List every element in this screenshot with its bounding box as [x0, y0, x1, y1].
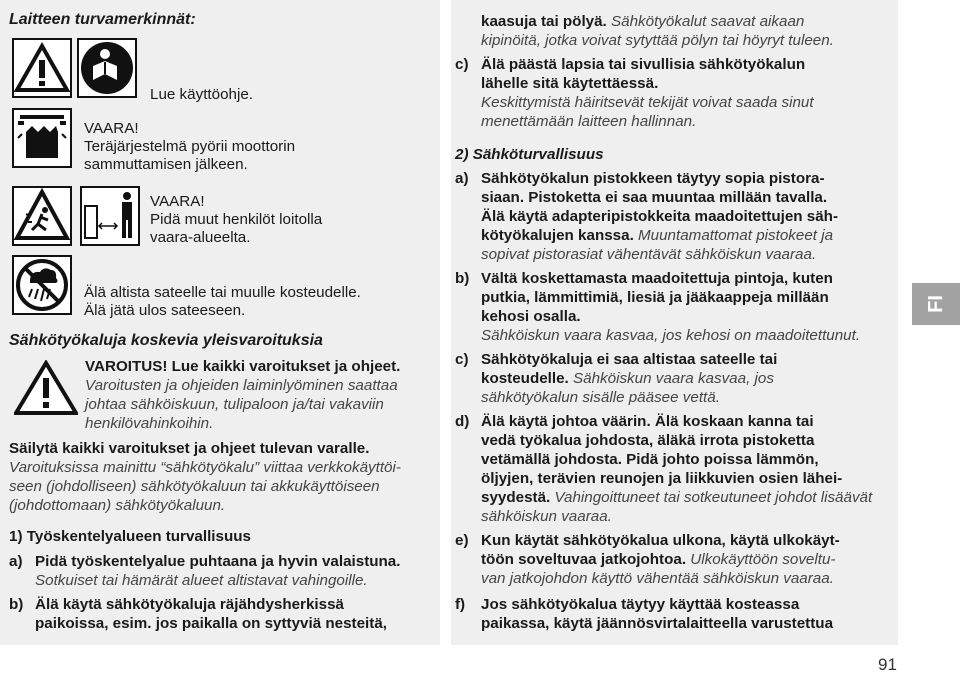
section1-heading: 1) Työskentelyalueen turvallisuus: [9, 528, 251, 545]
item2b-bold-2: putkia, lämmittimiä, liesiä ja jääkaappeja millään: [481, 289, 829, 306]
item-c-text-1: Keskittymistä häiritsevät tekijät voivat saada sinut: [481, 94, 814, 111]
read-manual-icon: [77, 38, 137, 98]
item2e-text: van jatkojohdon käyttö vähentää sähköiskun vaaraa.: [481, 570, 834, 587]
language-tab: [912, 283, 960, 325]
item2a-line-4: kötyökalujen kanssa. Muuntamattomat pistokeet ja: [481, 227, 834, 244]
warning-text-3: henkilövahinkoihin.: [85, 415, 214, 432]
item-a-label: a): [9, 553, 23, 570]
item2e-label: e): [455, 532, 469, 549]
warning-text-2: johtaa sähköiskuun, tulipaloon ja/tai vakaviin: [85, 396, 384, 413]
item2f-bold-1: Jos sähkötyökalua täytyy käyttää kosteassa: [481, 596, 800, 613]
item2b-bold-1: Vältä koskettamasta maadoitettuja pintoja, kuten: [481, 270, 833, 287]
item2f-label: f): [455, 596, 466, 613]
item2d-bold-2: vedä työkalua johdosta, äläkä irrota pistoketta: [481, 432, 815, 449]
item2c-bold-1: Sähkötyökaluja ei saa altistaa sateelle tai: [481, 351, 778, 368]
page-number: 91: [878, 655, 897, 674]
item-b-bold-2: paikoissa, esim. jos paikalla on syttyviä nesteitä,: [35, 615, 388, 632]
keep-text-2: seen (johdolliseen) sähkötyökaluun tai akkukäyttöiseen: [9, 478, 380, 495]
right-column: [451, 0, 898, 645]
general-warning-icon: [14, 360, 78, 416]
warning-text-1: Varoitusten ja ohjeiden laiminlyöminen saattaa: [85, 377, 398, 394]
item2b-label: b): [455, 270, 470, 287]
item2e-bold-1: Kun käytät sähkötyökalua ulkona, käytä ulkokäyt-: [481, 532, 840, 549]
warn1-line1: Teräjärjestelmä pyörii moottorin: [84, 138, 296, 155]
left-column: [0, 0, 440, 645]
rotating-blade-icon: [12, 108, 72, 168]
rain-line1: Älä altista sateelle tai muulle kosteudelle.: [84, 284, 361, 301]
rain-line2: Älä jätä ulos sateeseen.: [84, 302, 246, 319]
keep-distance-icon: [80, 186, 140, 246]
language-tab-label: FI: [924, 295, 947, 313]
item2a-label: a): [455, 170, 469, 187]
item-b-label: b): [9, 596, 24, 613]
item2d-bold-4: öljyjen, terävien reunojen ja liikkuvien osien lähei-: [481, 470, 843, 487]
item-c-label: c): [455, 56, 469, 73]
item-c-text-2: menettämään laitteen hallinnan.: [481, 113, 697, 130]
flying-debris-icon: [12, 186, 72, 246]
item-b-bold-1: Älä käytä sähkötyökaluja räjähdysherkissä: [35, 596, 344, 613]
warn2-line2: vaara-alueelta.: [150, 229, 251, 246]
cont-line-1: kaasuja tai pölyä. Sähkötyökalut saavat aikaan: [481, 13, 805, 30]
cont-line-2: kipinöitä, jotka voivat sytyttää pölyn tai höyryt tuleen.: [481, 32, 834, 49]
item2a-bold-2: siaan. Pistoketta ei saa muuntaa millään tavalla.: [481, 189, 828, 206]
item2a-text: sopivat pistorasiat vähentävät sähköiskun vaaraa.: [481, 246, 817, 263]
warn1-title: VAARA!: [84, 120, 139, 137]
warning-bold: VAROITUS! Lue kaikki varoitukset ja ohjeet.: [85, 358, 401, 375]
read-manual-text: Lue käyttöohje.: [150, 86, 254, 103]
item-a-text: Sotkuiset tai hämärät alueet altistavat vahingoille.: [35, 572, 368, 589]
item-a-bold: Pidä työskentelyalue puhtaana ja hyvin valaistuna.: [35, 553, 401, 570]
item2e-line-2: töön soveltuvaa jatkojohtoa. Ulkokäyttöön soveltu-: [481, 551, 836, 568]
section2-heading: 2) Sähköturvallisuus: [455, 146, 604, 163]
item2f-bold-2: paikassa, käytä jäännösvirtalaitteella varustettua: [481, 615, 834, 632]
item2a-bold-1: Sähkötyökalun pistokkeen täytyy sopia pistora-: [481, 170, 825, 187]
item2d-line-5: syydestä. Vahingoittuneet tai sotkeutuneet johdot lisäävät: [481, 489, 873, 506]
item2d-bold-3: vetämällä johdosta. Pidä johto poissa lämmön,: [481, 451, 819, 468]
warn2-title: VAARA!: [150, 193, 205, 210]
item2d-label: d): [455, 413, 470, 430]
item2b-text: Sähköiskun vaara kasvaa, jos kehosi on maadoitettunut.: [481, 327, 861, 344]
item2c-label: c): [455, 351, 469, 368]
item-c-bold-1: Älä päästä lapsia tai sivullisia sähkötyökalun: [481, 56, 806, 73]
warn2-line1: Pidä muut henkilöt loitolla: [150, 211, 323, 228]
item2a-bold-3: Älä käytä adapteripistokkeita maadoitettujen säh-: [481, 208, 839, 225]
keep-text-1: Varoituksissa mainittu “sähkötyökalu” viittaa verkkokäyttöi-: [9, 459, 401, 476]
item2d-text: sähköiskun vaaraa.: [481, 508, 612, 525]
keep-text-3: (johdottomaan) sähkötyökaluun.: [9, 497, 226, 514]
item2b-bold-3: kehosi osalla.: [481, 308, 581, 325]
item2c-line-2: kosteudelle. Sähköiskun vaara kasvaa, jos: [481, 370, 774, 387]
item2c-text: sähkötyökalun sisälle pääsee vettä.: [481, 389, 720, 406]
safety-symbols-heading: Laitteen turvamerkinnät:: [9, 11, 196, 28]
item2d-bold-1: Älä käytä johtoa väärin. Älä koskaan kanna tai: [481, 413, 814, 430]
keep-warnings: Säilytä kaikki varoitukset ja ohjeet tulevan varalle.: [9, 440, 370, 457]
warning-triangle-icon: [12, 38, 72, 98]
warn1-line2: sammuttamisen jälkeen.: [84, 156, 248, 173]
general-warnings-heading: Sähkötyökaluja koskevia yleisvaroituksia: [9, 332, 323, 349]
item-c-bold-2: lähelle sitä käytettäessä.: [481, 75, 659, 92]
no-rain-icon: [12, 255, 72, 315]
